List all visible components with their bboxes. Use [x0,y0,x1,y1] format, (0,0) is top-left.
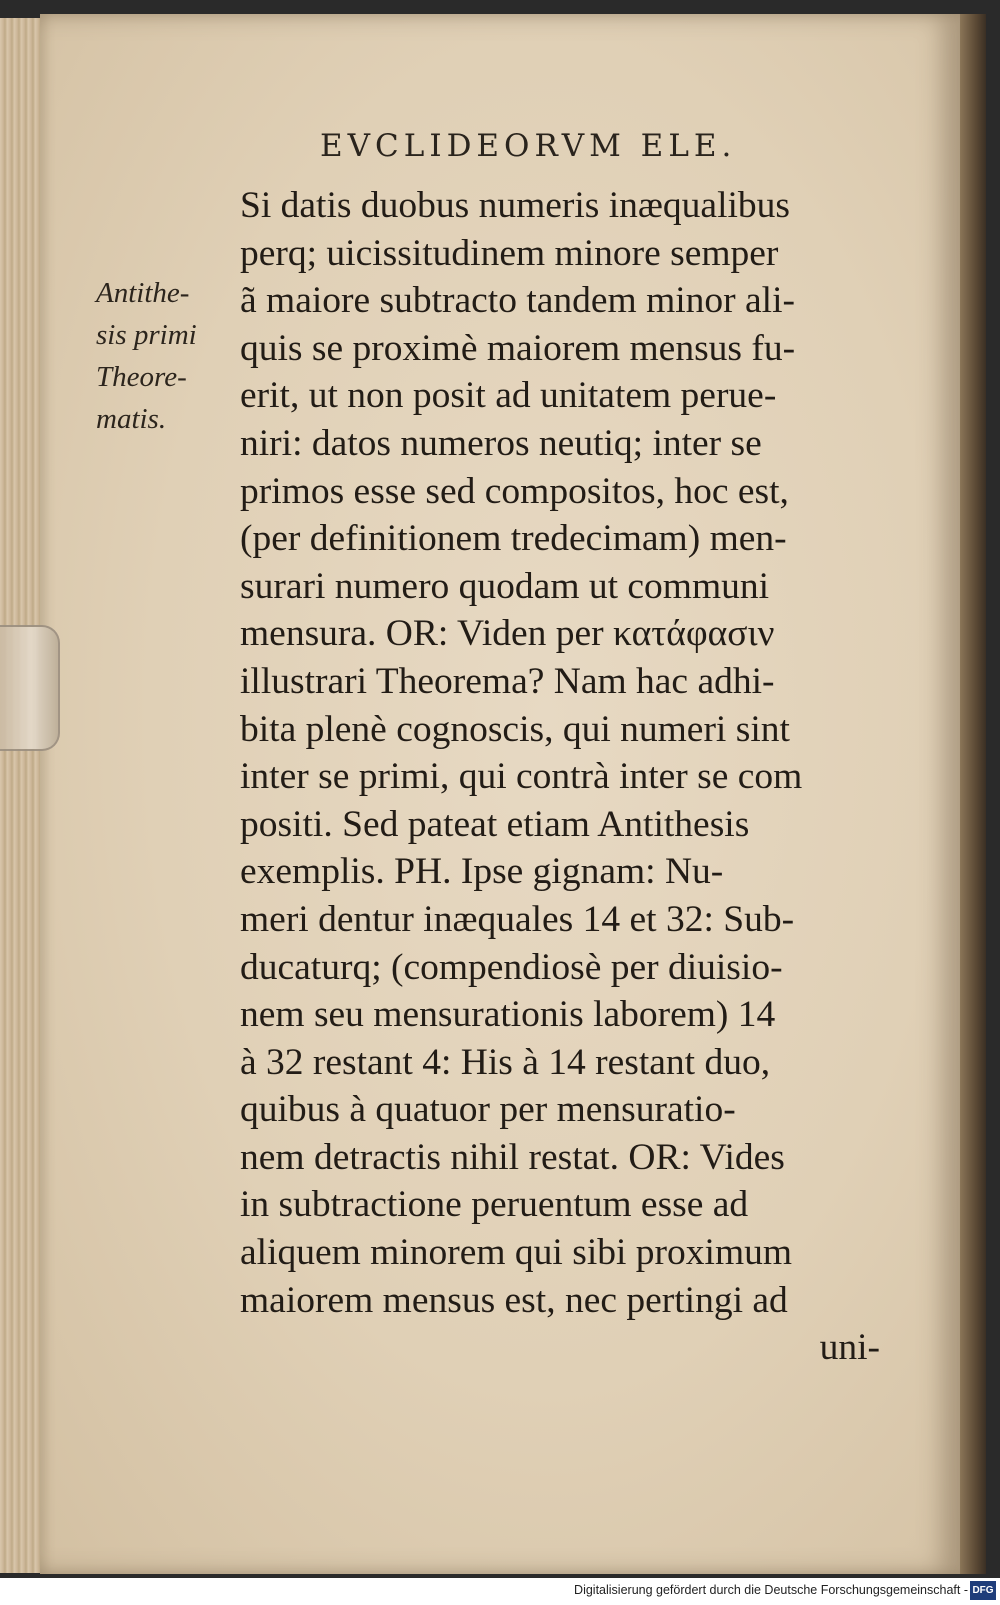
margin-note-line: Antithe- [96,277,190,309]
text-line: quis se proximè maiorem mensus fu- [240,327,796,369]
margin-note-line: Theore- [96,361,187,393]
page-clip [0,625,60,751]
catchword: uni- [819,1327,880,1369]
text-line: bita plenè cognoscis, qui numeri sint [240,708,790,750]
text-line: ã maiore subtracto tandem minor ali- [240,280,796,322]
book-gutter [960,14,986,1574]
footer-credit: Digitalisierung gefördert durch die Deutsche Forschungsgemeinschaft - [574,1583,968,1597]
text-line: exemplis. PH. Ipse gignam: Nu- [240,851,724,893]
body-text [240,182,880,1372]
margin-note-line: matis. [96,403,167,435]
text-line: à 32 restant 4: His à 14 restant duo, [240,1041,771,1083]
text-line: primos esse sed compositos, hoc est, [240,470,789,512]
dfg-logo-icon: DFG [970,1581,996,1600]
digitization-footer [0,1578,1000,1605]
margin-note [96,272,236,440]
text-line: surari numero quodam ut communi [240,565,770,607]
text-line: Si datis duobus numeris inæqualibus [240,185,791,226]
text-line: quibus à quatuor per mensuratio- [240,1089,736,1131]
text-line: nem seu mensurationis laborem) 14 [240,994,776,1036]
text-line: inter se primi, qui contrà inter se com [240,756,803,798]
text-line: nem detractis nihil restat. OR: Vides [240,1136,785,1178]
running-head: EVCLIDEORVM ELE. [320,128,737,164]
page-edges [0,18,43,1573]
margin-note-line: sis primi [96,319,197,351]
text-line: niri: datos numeros neutiq; inter se [240,422,762,464]
text-line: ducaturq; (compendiosè per diuisio- [240,946,783,988]
text-line: positi. Sed pateat etiam Antithesis [240,803,750,845]
text-line: maiorem mensus est, nec pertingi ad [240,1279,788,1321]
text-line: erit, ut non posit ad unitatem perue- [240,375,777,417]
text-line: (per definitionem tredecimam) men- [240,518,787,560]
text-line: mensura. OR: Viden per κατάφασιν [240,613,775,655]
text-line: meri dentur inæquales 14 et 32: Sub- [240,898,795,940]
text-line: perq; uicissitudinem minore semper [240,232,779,274]
text-line: aliquem minorem qui sibi proximum [240,1232,793,1274]
text-line: illustrari Theorema? Nam hac adhi- [240,660,775,702]
text-line: in subtractione peruentum esse ad [240,1184,749,1226]
